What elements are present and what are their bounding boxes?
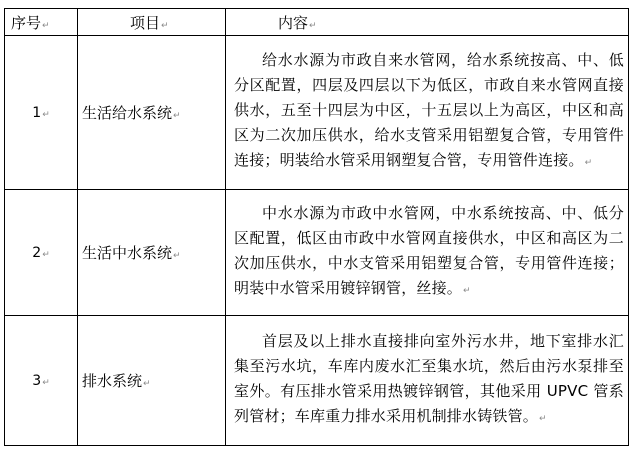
paragraph-mark-icon: ↵ bbox=[143, 379, 151, 389]
row-number: 3↵ bbox=[5, 316, 78, 446]
row-item: 生活中水系统↵ bbox=[78, 190, 226, 316]
row-item: 生活给水系统↵ bbox=[78, 36, 226, 190]
paragraph-mark-icon: ↵ bbox=[42, 109, 50, 120]
paragraph-mark-icon: ↵ bbox=[584, 158, 593, 168]
row-number: 1↵ bbox=[5, 36, 78, 190]
paragraph-mark-icon: ↵ bbox=[42, 20, 50, 31]
header-no: 序号↵ bbox=[5, 9, 78, 36]
row-content: 首层及以上排水直接排向室外污水井，地下室排水汇集至污水坑，车库内废水汇至集水坑，然后由污水泵排至室外。有压排水管采用热镀锌钢管，其他采用 UPVC 管系列管材；车库重力排水采用机制排水铸铁管。↵ bbox=[226, 316, 629, 446]
paragraph-mark-icon: ↵ bbox=[42, 377, 50, 388]
header-content: 内容↵ bbox=[226, 9, 629, 36]
paragraph-mark-icon: ↵ bbox=[42, 249, 50, 260]
paragraph-mark-icon: ↵ bbox=[173, 251, 181, 261]
header-item: 项目↵ bbox=[78, 9, 226, 36]
drainage-spec-table bbox=[4, 8, 629, 446]
table-header-row bbox=[5, 9, 629, 36]
row-number: 2↵ bbox=[5, 190, 78, 316]
paragraph-mark-icon: ↵ bbox=[539, 413, 547, 424]
table-row bbox=[5, 316, 629, 446]
paragraph-mark-icon: ↵ bbox=[161, 20, 169, 31]
paragraph-mark-icon: ↵ bbox=[463, 285, 471, 296]
row-item: 排水系统↵ bbox=[78, 316, 226, 446]
paragraph-mark-icon: ↵ bbox=[173, 111, 181, 121]
paragraph-mark-icon: ↵ bbox=[309, 20, 317, 31]
row-content: 给水水源为市政自来水管网，给水系统按高、中、低分区配置，四层及四层以下为低区，市政自来水管网直接供水，五至十四层为中区，十五层以上为高区，中区和高区为二次加压供水，给水支管采用铝塑复合管，专用管件连接；明装给水管采用钢塑复合管，专用管件连接。↵ bbox=[226, 36, 629, 190]
row-content: 中水水源为市政中水管网，中水系统按高、中、低分区配置，低区由市政中水管网直接供水，中区和高区为二次加压供水，中水支管采用铝塑复合管，专用管件连接；明装中水管采用镀锌钢管，丝接。↵ bbox=[226, 190, 629, 316]
table-row bbox=[5, 190, 629, 316]
table-row bbox=[5, 36, 629, 190]
